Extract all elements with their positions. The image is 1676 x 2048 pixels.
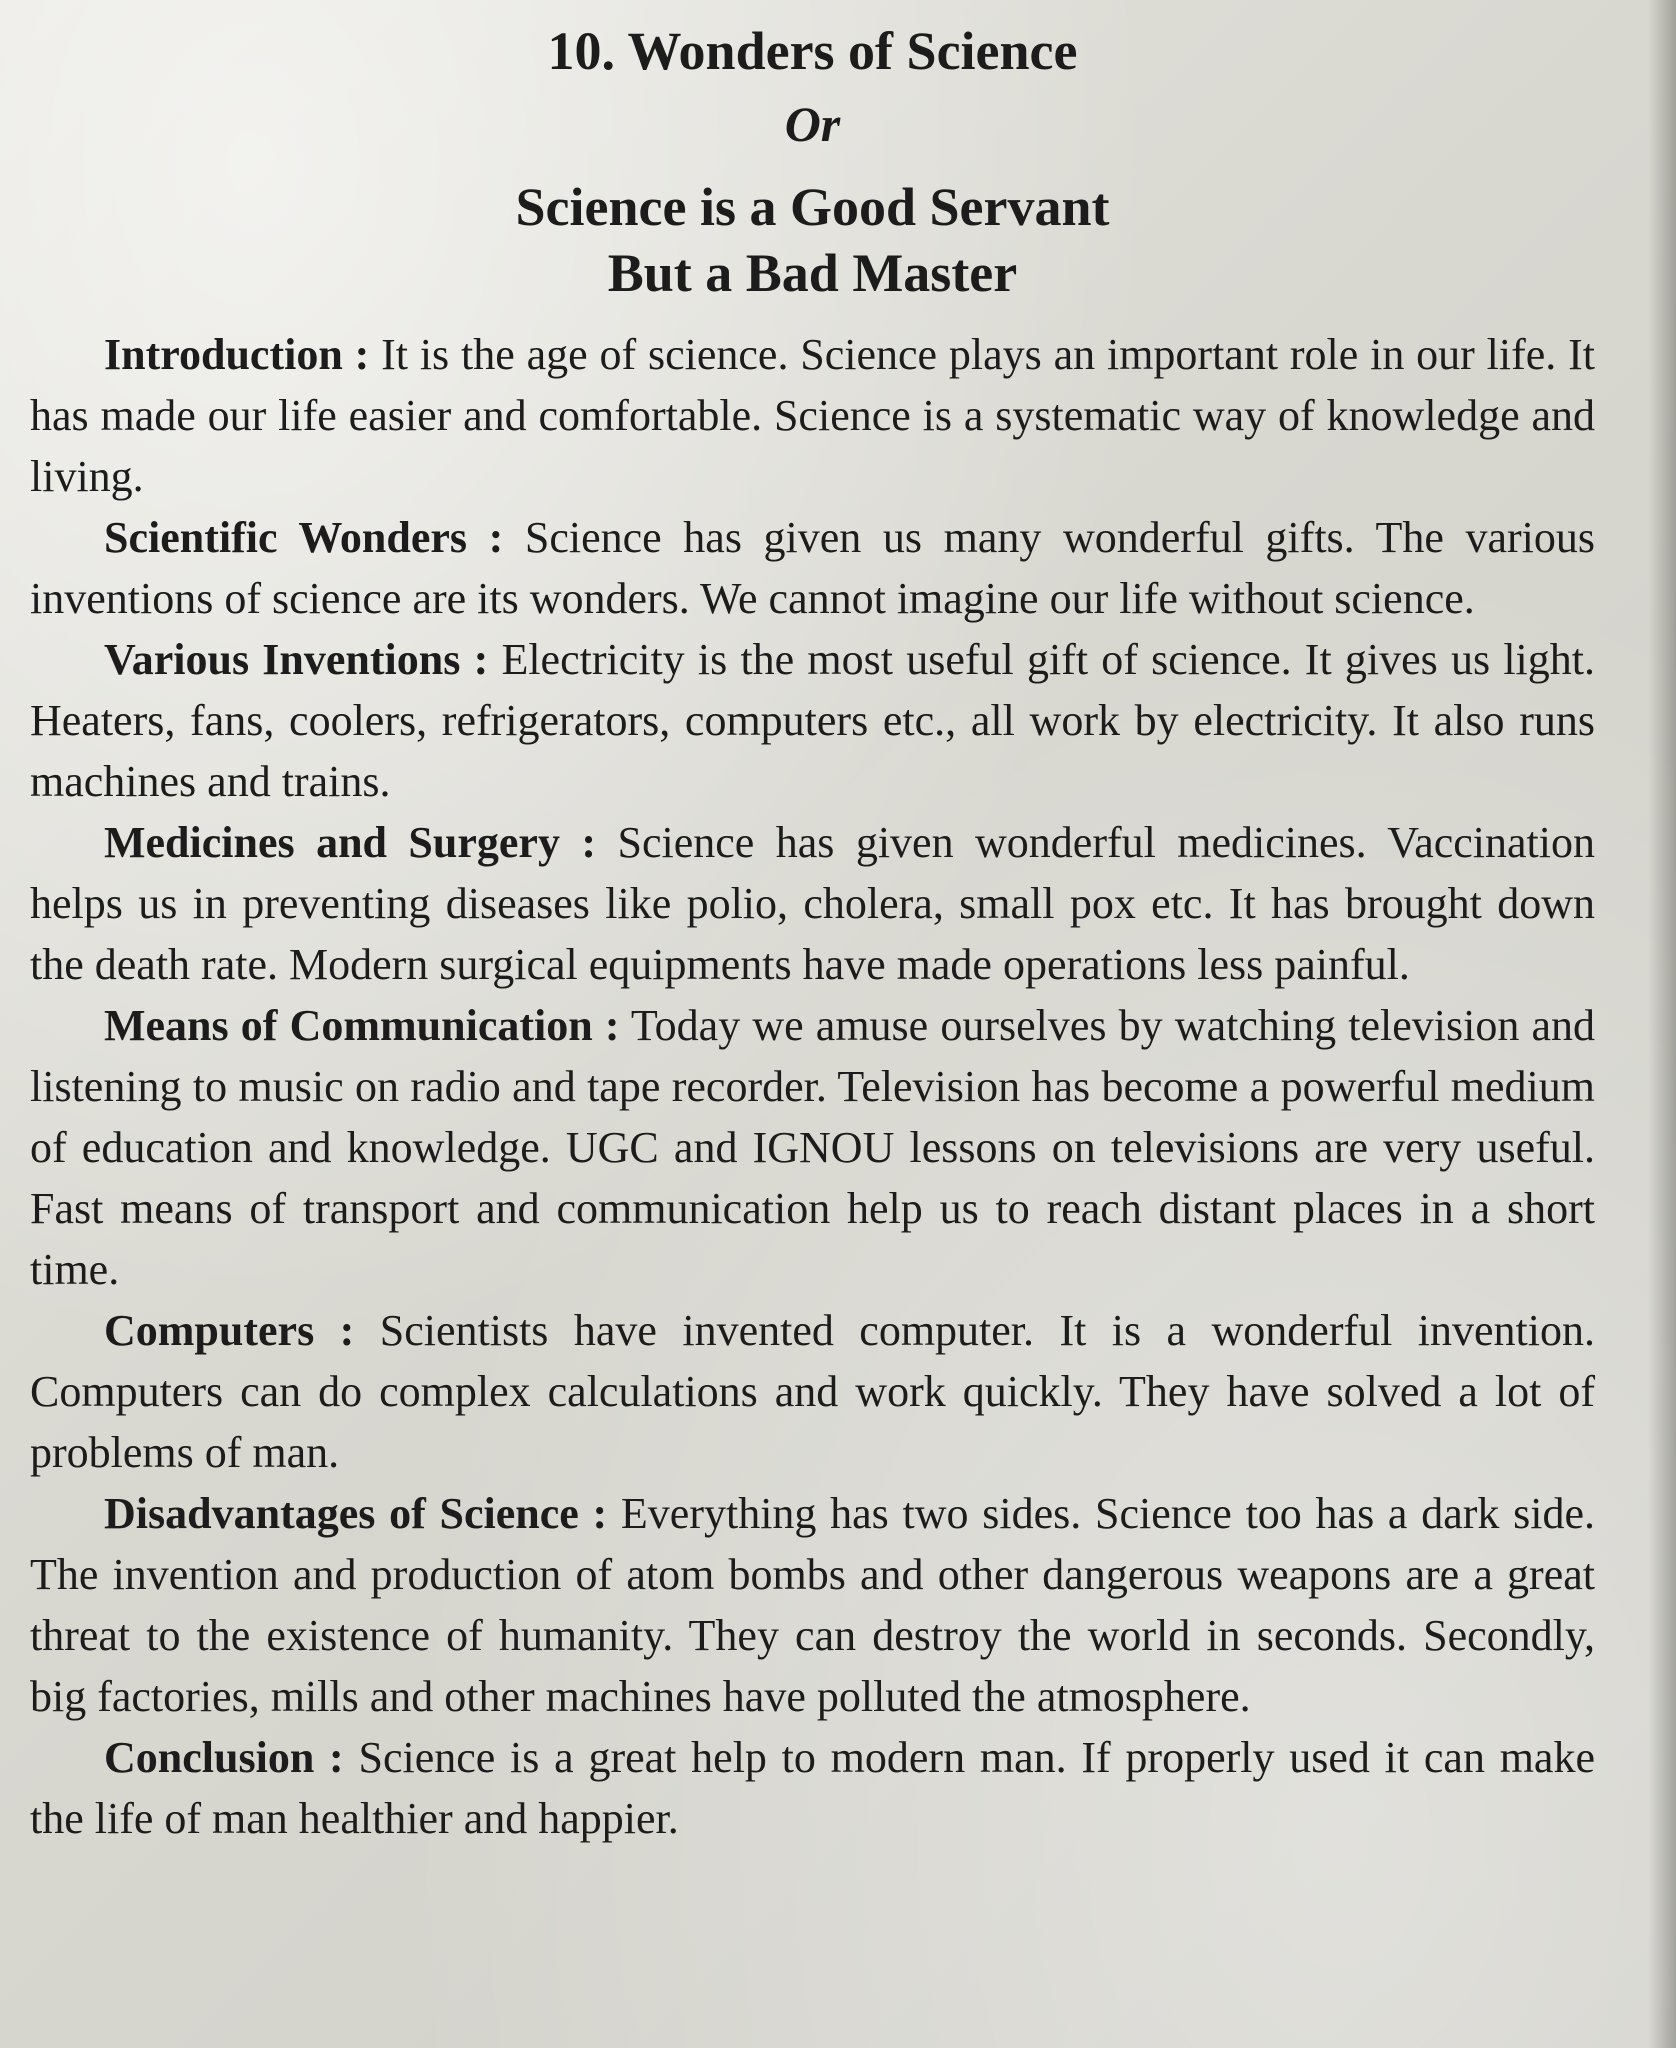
- paragraph-heading: Means of Communication :: [104, 1001, 620, 1050]
- paragraph-heading: Medicines and Surgery :: [104, 818, 597, 867]
- paragraph-text: Scientists have invented computer. It is a wonderful invention. Computers can do complex calculations and work quickly. They have solved a lot of problems of man.: [30, 1306, 1595, 1477]
- paragraph-text: It is the age of science. Science plays an important role in our life. It has made our life easier and comfortable. Science is a systematic way of knowledge and living.: [30, 330, 1596, 501]
- paragraph-heading: Scientific Wonders :: [104, 513, 504, 562]
- essay-content: [30, 18, 1595, 1849]
- paragraph-means-of-communication: [30, 995, 1595, 1300]
- paragraph-heading: Computers :: [104, 1306, 355, 1355]
- essay-title: 10. Wonders of Science: [547, 21, 1078, 81]
- paragraph-text: Science has given wonderful medicines. Vaccination helps us in preventing diseases like polio, cholera, small pox etc. It has brought down the death rate. Modern surgical equipments have made operations less painful.: [30, 818, 1595, 989]
- paragraph-text: Science is a great help to modern man. If properly used it can make the life of man healthier and happier.: [30, 1733, 1595, 1843]
- paragraph-heading: Various Inventions :: [104, 635, 489, 684]
- paragraph-text: Electricity is the most useful gift of science. It gives us light. Heaters, fans, coolers, refrigerators, computers etc., all work by electricity. It also runs machines and trains.: [30, 635, 1595, 806]
- paragraph-various-inventions: [30, 629, 1595, 812]
- paragraph-heading: Introduction :: [104, 330, 370, 379]
- paragraph-medicines-and-surgery: [30, 812, 1595, 995]
- essay-subtitle-line-2: But a Bad Master: [607, 243, 1018, 303]
- paragraph-text: Everything has two sides. Science too has a dark side. The invention and production of atom bombs and other dangerous weapons are a great threat to the existence of humanity. They can destroy the world in seconds. Secondly, big factories, mills and other machines have polluted the atmosphere.: [30, 1489, 1595, 1721]
- paragraph-heading: Conclusion :: [104, 1733, 344, 1782]
- paragraph-computers: [30, 1300, 1595, 1483]
- title-or: Or: [784, 96, 841, 152]
- paragraph-scientific-wonders: [30, 507, 1595, 629]
- essay-body: [30, 324, 1595, 1849]
- paragraph-text: Today we amuse ourselves by watching television and listening to music on radio and tape recorder. Television has become a powerful medium of education and knowledge. UGC and IGNOU lessons on televisions are very useful. Fast means of transport and communication help us to reach distant places in a short time.: [30, 1001, 1595, 1294]
- paragraph-conclusion: [30, 1727, 1595, 1849]
- essay-subtitle-line-1: Science is a Good Servant: [515, 177, 1110, 237]
- paragraph-disadvantages-of-science: [30, 1483, 1595, 1727]
- paragraph-text: Science has given us many wonderful gifts. The various inventions of science are its wonders. We cannot imagine our life without science.: [30, 513, 1596, 623]
- page-edge-shadow: [1648, 0, 1676, 2048]
- paragraph-heading: Disadvantages of Science :: [104, 1489, 608, 1538]
- paragraph-introduction: [30, 324, 1595, 507]
